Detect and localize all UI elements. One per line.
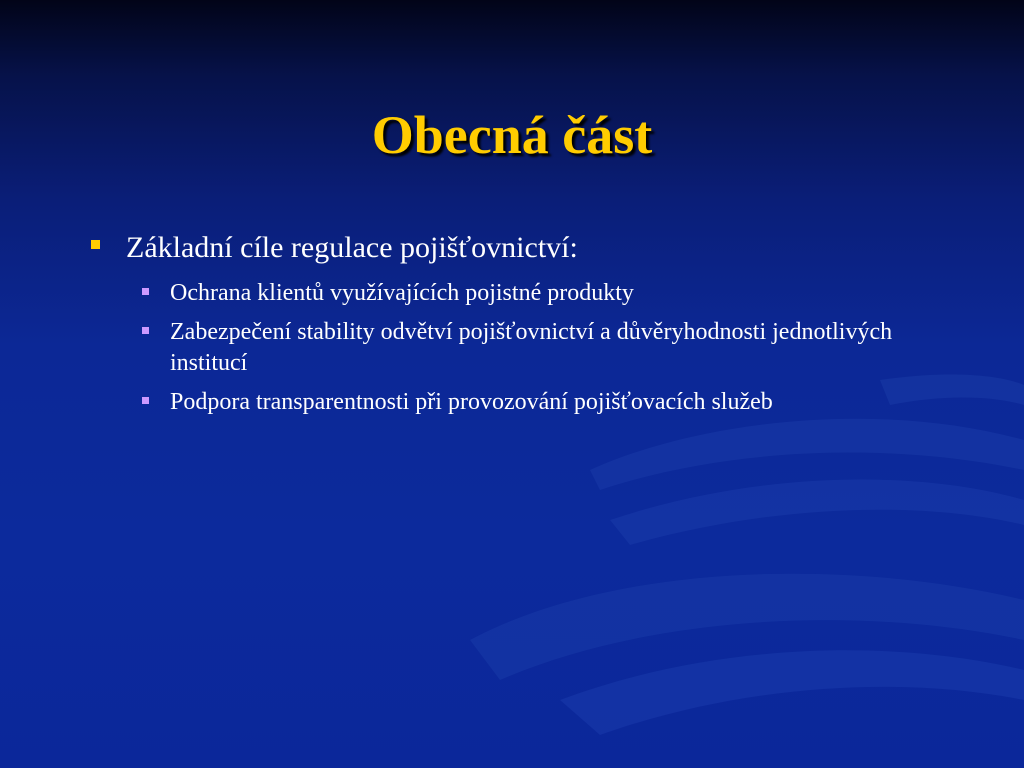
- square-bullet-icon: [91, 240, 100, 249]
- square-bullet-icon: [142, 397, 149, 404]
- sub-bullet-text: Ochrana klientů využívajících pojistné produkty: [170, 280, 634, 306]
- sub-bullet-text: Zabezpečení stability odvětví pojišťovnictví a důvěryhodnosti jednotlivých institucí: [170, 319, 893, 376]
- sub-bullet-item: [140, 317, 900, 379]
- square-bullet-icon: [142, 327, 149, 334]
- sub-bullet-text: Podpora transparentnosti při provozování pojišťovacích služeb: [170, 389, 773, 415]
- square-bullet-icon: [142, 288, 149, 295]
- sub-bullet-item: [140, 278, 900, 309]
- slide-title: Obecná část: [371, 105, 653, 165]
- bullet-text-main: Základní cíle regulace pojišťovnictví:: [126, 231, 578, 264]
- sub-bullet-item: [140, 387, 900, 418]
- sub-bullet-list: [140, 278, 900, 426]
